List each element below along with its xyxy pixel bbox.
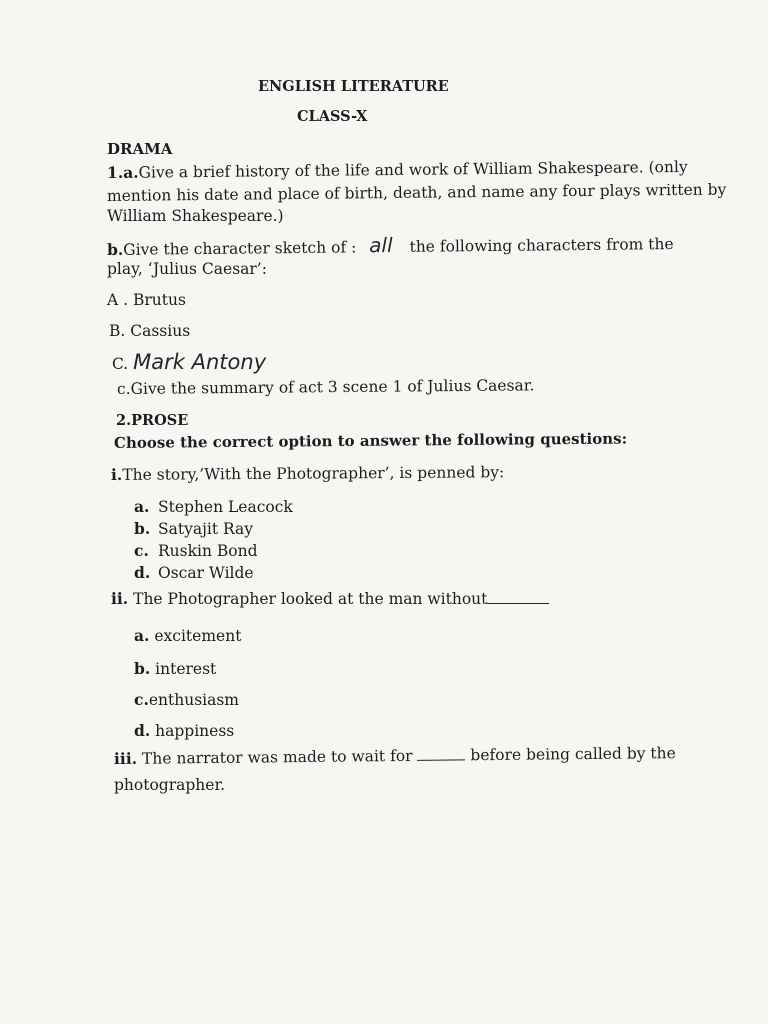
question-1a-line-3: William Shakespeare.) [107, 207, 284, 225]
q1-option-a: a. Stephen Leacock [134, 497, 293, 516]
character-c [112, 350, 266, 375]
worksheet-title: ENGLISH LITERATURE [258, 78, 449, 95]
prose-question-3-line-2: photographer. [114, 776, 226, 794]
q2-option-a: a. excitement [134, 626, 242, 645]
question-1b-text-before: Give the character sketch of : [123, 238, 357, 259]
q2-option-b: b. interest [134, 659, 217, 678]
question-1a-text: Give a brief history of the life and work of William Shakespeare. (only [138, 157, 688, 182]
question-1b-number: b. [106, 239, 124, 259]
q1-option-c: c. Ruskin Bond [134, 541, 258, 560]
question-1a-line-2: mention his date and place of birth, death, and name any four plays written by [106, 180, 727, 205]
q2-option-d: d. happiness [134, 721, 235, 740]
prose-question-3-number: iii. [113, 748, 138, 768]
question-1a-number: 1.a. [106, 162, 139, 182]
question-1b-text-after: the following characters from the [409, 235, 674, 256]
question-1c: c.Give the summary of act 3 scene 1 of Julius Caesar. [116, 376, 535, 398]
prose-question-1 [111, 463, 504, 484]
class-label: CLASS-X [297, 108, 368, 125]
prose-question-2 [111, 590, 549, 609]
question-1b-line-2: play, ‘Julius Caesar’: [107, 260, 267, 278]
prose-question-2-number: ii. [111, 589, 129, 608]
question-1b-line-1 [107, 230, 674, 260]
handwritten-mark-antony: Mark Antony [133, 350, 267, 374]
handwritten-all: all [369, 233, 393, 258]
character-b: B. Cassius [109, 322, 191, 340]
q2-option-c: c.enthusiasm [134, 690, 239, 709]
q1-option-b: b. Satyajit Ray [134, 519, 254, 538]
character-a: A . Brutus [107, 291, 186, 309]
prose-question-2-text: The Photographer looked at the man without [128, 590, 488, 608]
prose-question-1-number: i. [110, 464, 123, 484]
answer-blank-q2 [487, 602, 549, 604]
prose-question-3-text-before: The narrator was made to wait for [136, 746, 413, 768]
character-c-label: C. [112, 355, 129, 373]
prose-heading: 2.PROSE [116, 412, 189, 429]
question-1a-line-1 [107, 158, 688, 183]
drama-heading: DRAMA [107, 140, 173, 158]
prose-instruction: Choose the correct option to answer the following questions: [113, 429, 628, 452]
prose-question-3 [114, 744, 676, 768]
prose-question-1-text: The story,’With the Photographer’, is penned by: [122, 463, 505, 484]
q1-option-d: d. Oscar Wilde [134, 563, 254, 582]
answer-blank-q3 [417, 758, 465, 761]
prose-question-3-text-after: before being called by the [465, 744, 676, 765]
